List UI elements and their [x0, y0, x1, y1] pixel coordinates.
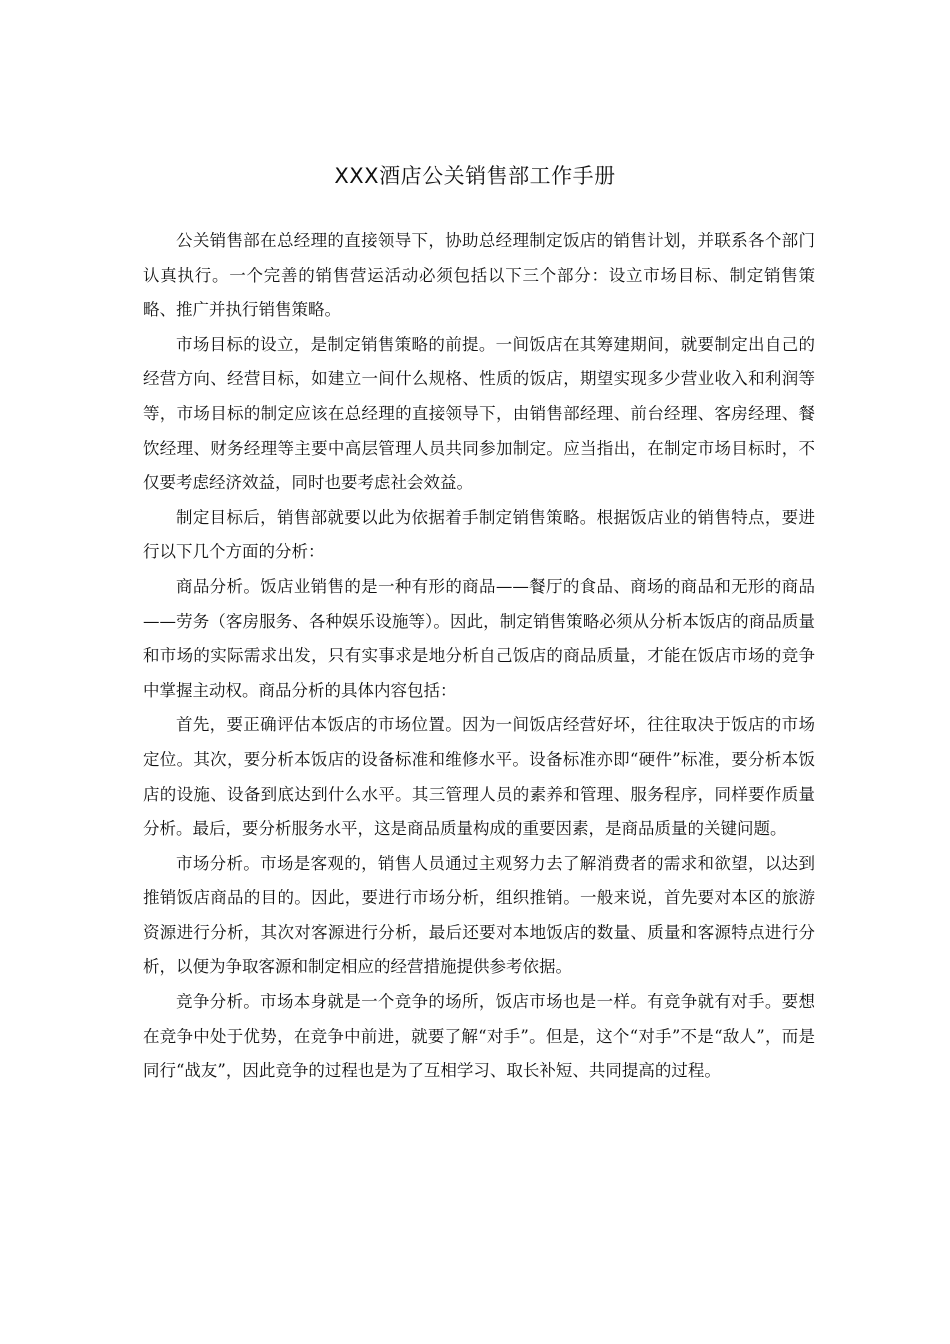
document-body [143, 224, 815, 1089]
document-title: XXX酒店公关销售部工作手册 [334, 164, 616, 188]
paragraph-intro: 公关销售部在总经理的直接领导下，协助总经理制定饭店的销售计划，并联系各个部门认真执行。一个完善的销售营运活动必须包括以下三个部分：设立市场目标、制定销售策略、推广并执行销售策略。 [143, 231, 815, 320]
paragraph-sales-strategy: 制定目标后，销售部就要以此为依据着手制定销售策略。根据饭店业的销售特点，要进行以下几个方面的分析： [143, 507, 815, 562]
paragraph-market-analysis: 市场分析。市场是客观的，销售人员通过主观努力去了解消费者的需求和欲望，以达到推销饭店商品的目的。因此，要进行市场分析，组织推销。一般来说，首先要对本区的旅游资源进行分析，其次对客源进行分析，最后还要对本地饭店的数量、质量和客源特点进行分析，以便为争取客源和制定相应的经营措施提供参考依据。 [143, 853, 815, 977]
paragraph-product-details: 首先，要正确评估本饭店的市场位置。因为一间饭店经营好坏，往往取决于饭店的市场定位。其次，要分析本饭店的设备标准和维修水平。设备标准亦即“硬件”标准，要分析本饭店的设施、设备到底达到什么水平。其三管理人员的素养和管理、服务程序，同样要作质量分析。最后，要分析服务水平，这是商品质量构成的重要因素，是商品质量的关键问题。 [143, 715, 815, 839]
paragraph-market-goals: 市场目标的设立，是制定销售策略的前提。一间饭店在其筹建期间，就要制定出自己的经营方向、经营目标，如建立一间什么规格、性质的饭店，期望实现多少营业收入和利润等等，市场目标的制定应该在总经理的直接领导下，由销售部经理、前台经理、客房经理、餐饮经理、财务经理等主要中高层管理人员共同参加制定。应当指出，在制定市场目标时，不仅要考虑经济效益，同时也要考虑社会效益。 [143, 334, 815, 493]
paragraph-competition-analysis: 竞争分析。市场本身就是一个竞争的场所，饭店市场也是一样。有竞争就有对手。要想在竞争中处于优势，在竞争中前进，就要了解“对手”。但是，这个“对手”不是“敌人”，而是同行“战友”，因此竞争的过程也是为了互相学习、取长补短、共同提高的过程。 [143, 992, 815, 1081]
paragraph-product-analysis: 商品分析。饭店业销售的是一种有形的商品——餐厅的食品、商场的商品和无形的商品——劳务（客房服务、各种娱乐设施等）。因此，制定销售策略必须从分析本饭店的商品质量和市场的实际需求出发，只有实事求是地分析自己饭店的商品质量，才能在饭店市场的竞争中掌握主动权。商品分析的具体内容包括： [143, 576, 815, 700]
